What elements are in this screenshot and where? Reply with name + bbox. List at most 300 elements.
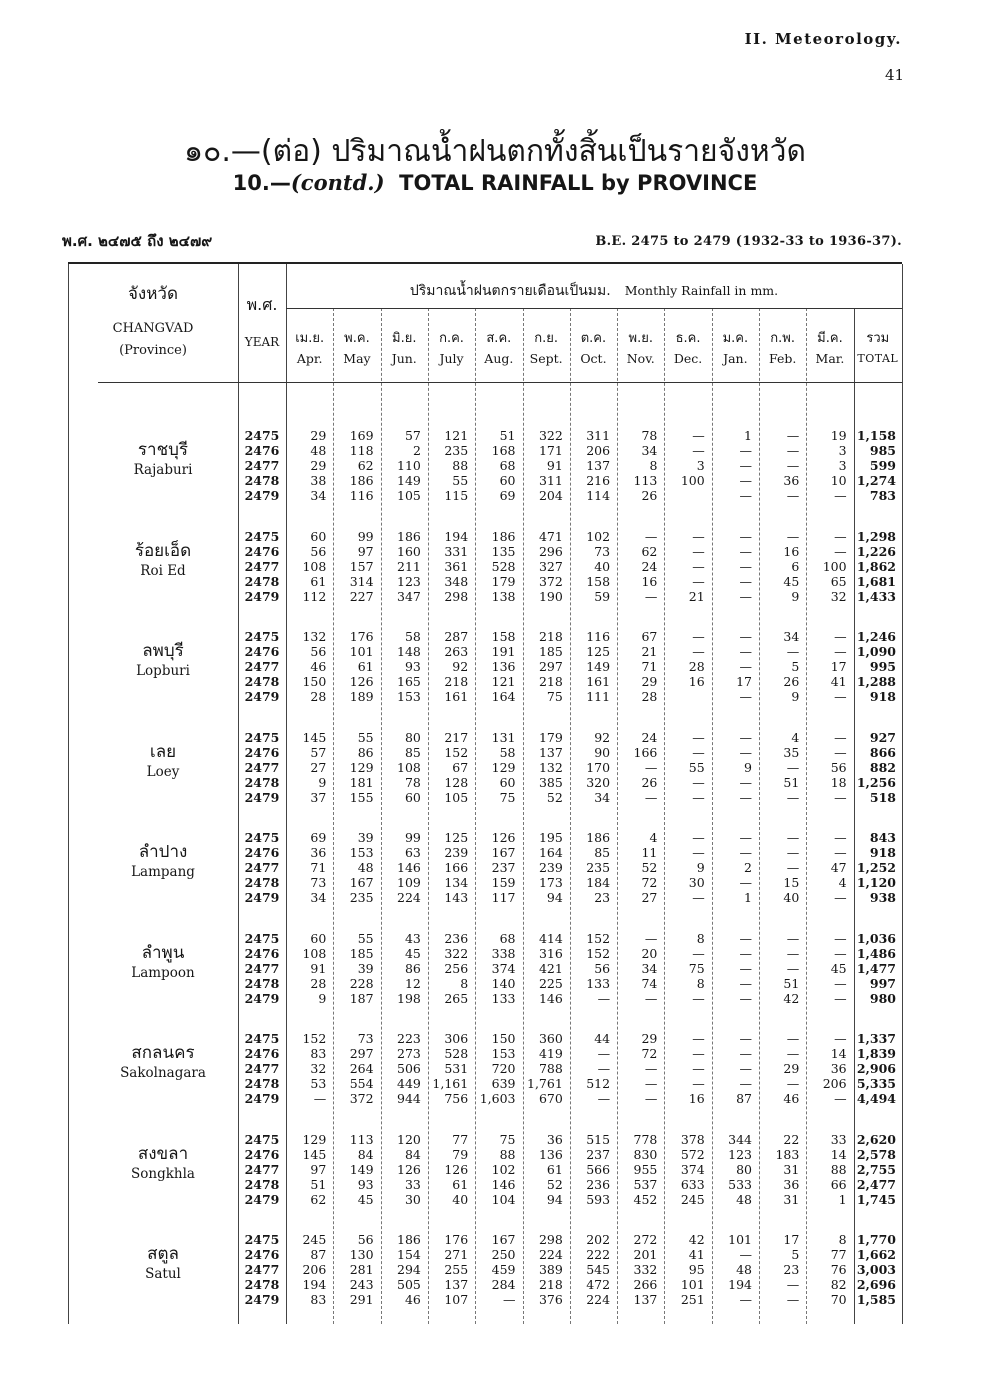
rainfall-cell: 194 (444, 528, 469, 544)
year-cell: 2478 (244, 1176, 280, 1192)
rainfall-cell: 86 (404, 960, 421, 976)
rainfall-cell: 145 (302, 1146, 327, 1162)
rainfall-cell: — (739, 558, 752, 574)
month-header-thai: ธ.ค. (675, 331, 701, 346)
rainfall-cell: 5 (791, 1247, 800, 1262)
rainfall-cell: 97 (357, 543, 374, 559)
rainfall-cell: — (786, 789, 800, 805)
rainfall-cell: 33 (830, 1131, 847, 1147)
rainfall-cell: 52 (546, 1176, 563, 1192)
province-name-thai: สตูล (147, 1244, 179, 1264)
year-cell: 2476 (244, 744, 280, 760)
rainfall-cell: 132 (302, 629, 327, 644)
rainfall-cell: — (739, 629, 752, 644)
rainfall-cell: — (597, 1091, 611, 1106)
rainfall-cell: 31 (783, 1191, 800, 1207)
total-cell: 882 (869, 759, 896, 775)
month-header-thai: ส.ค. (486, 331, 512, 346)
rainfall-cell: 185 (349, 945, 374, 961)
rainfall-cell: 201 (633, 1247, 658, 1262)
month-header-en: Nov. (626, 351, 655, 366)
rainfall-cell: 8 (460, 975, 469, 991)
rainfall-cell: 41 (830, 674, 847, 689)
month-header-en: May (343, 351, 371, 366)
rainfall-cell: 21 (688, 588, 705, 604)
rainfall-cell: 271 (444, 1247, 469, 1262)
rainfall-cell: 60 (404, 789, 421, 805)
rainfall-cell: — (786, 458, 800, 473)
rainfall-cell: 3 (696, 458, 705, 473)
rainfall-cell: 47 (830, 860, 847, 875)
year-range-thai: พ.ศ. ๒๔๗๕ ถึง ๒๔๗๙ (62, 232, 213, 250)
rainfall-cell: 115 (444, 488, 469, 503)
rainfall-cell: 237 (586, 1146, 611, 1162)
rainfall-cell: 245 (680, 1191, 705, 1207)
rainfall-cell: 87 (736, 1091, 752, 1106)
rainfall-cell: 173 (538, 875, 563, 890)
rainfall-cell: — (739, 528, 752, 544)
rainfall-cell: 146 (397, 860, 421, 875)
rainfall-cell: 51 (499, 428, 516, 443)
rainfall-cell: 34 (641, 960, 658, 976)
rainfall-cell: — (644, 789, 658, 805)
rainfall-cell: — (834, 975, 847, 991)
rainfall-cell: — (739, 1061, 752, 1076)
total-cell: 1,862 (856, 558, 896, 574)
rainfall-cell: 60 (310, 528, 327, 544)
rainfall-cell: 224 (397, 890, 421, 905)
rainfall-cell: 183 (775, 1146, 800, 1162)
year-cell: 2478 (244, 473, 280, 488)
rainfall-cell: 135 (491, 543, 516, 559)
year-cell: 2477 (244, 659, 280, 674)
rainfall-cell: 129 (349, 759, 374, 775)
rainfall-cell: 48 (736, 1191, 752, 1207)
rainfall-cell: 126 (397, 1161, 421, 1177)
rainfall-cell: 92 (594, 729, 611, 745)
rainfall-cell: 168 (491, 443, 516, 458)
rainfall-cell: 58 (404, 629, 421, 644)
rainfall-cell: 322 (444, 945, 469, 961)
rainfall-cell: 36 (783, 473, 800, 488)
rainfall-cell: 120 (397, 1131, 421, 1147)
rainfall-cell: 53 (310, 1076, 327, 1091)
rainfall-cell: 360 (538, 1031, 563, 1046)
rainfall-cell: — (692, 774, 705, 790)
rainfall-cell: 9 (318, 774, 327, 790)
table-right-border (902, 264, 903, 1324)
rainfall-cell: 8 (696, 930, 705, 946)
rainfall-cell: 46 (310, 659, 327, 674)
rainfall-cell: 146 (538, 990, 563, 1006)
rainfall-cell: 224 (586, 1292, 611, 1307)
rainfall-cell: 206 (302, 1262, 327, 1277)
rainfall-cell: 272 (633, 1232, 658, 1247)
rainfall-cell: 51 (310, 1176, 327, 1192)
rainfall-cell: 314 (349, 573, 374, 589)
year-cell: 2475 (244, 629, 280, 644)
rainfall-cell: 8 (838, 1232, 847, 1247)
rainfall-cell: 471 (538, 528, 563, 544)
rainfall-cell: 121 (444, 428, 469, 443)
rainfall-cell: 14 (830, 1046, 847, 1061)
rainfall-cell: — (739, 1247, 752, 1262)
rainfall-cell: 239 (444, 845, 469, 860)
year-cell: 2475 (244, 1031, 280, 1046)
rainfall-cell: 161 (444, 689, 469, 704)
province-name-en: Loey (146, 763, 180, 780)
rainfall-cell: 306 (444, 1031, 469, 1046)
rainfall-cell: — (692, 528, 705, 544)
rainfall-cell: — (739, 744, 752, 760)
rainfall-cell: 218 (538, 1277, 563, 1292)
rainfall-cell: 670 (538, 1091, 563, 1106)
total-cell: 1,246 (856, 629, 896, 644)
rainfall-cell: 228 (349, 975, 374, 991)
rainfall-cell: 171 (538, 443, 563, 458)
rainfall-cell: 129 (491, 759, 516, 775)
rainfall-cell: 51 (783, 975, 800, 991)
rainfall-cell: 218 (538, 629, 563, 644)
rainfall-cell: 1 (744, 890, 752, 905)
rainfall-cell: — (692, 789, 705, 805)
rainfall-cell: — (834, 644, 847, 659)
rainfall-cell: 327 (538, 558, 563, 574)
rainfall-cell: 126 (349, 674, 374, 689)
rainfall-cell: 77 (452, 1131, 469, 1147)
total-cell: 1,256 (856, 774, 896, 790)
total-cell: 4,494 (856, 1091, 896, 1106)
month-header-thai: พ.ย. (628, 331, 653, 346)
title-en-contd: (contd.) (290, 170, 385, 195)
rainfall-cell: 69 (310, 830, 327, 845)
rainfall-cell: 449 (397, 1076, 421, 1091)
rainfall-cell: 44 (594, 1031, 611, 1046)
province-name-en: Sakolnagara (120, 1065, 206, 1081)
rainfall-cell: 184 (586, 875, 611, 890)
rainfall-cell: — (834, 528, 847, 544)
province-name-thai: สกลนคร (131, 1043, 195, 1063)
rainfall-cell: 30 (404, 1191, 421, 1207)
rainfall-cell: 236 (586, 1176, 611, 1192)
rainfall-cell: 45 (783, 573, 800, 589)
rainfall-cell: 36 (546, 1131, 563, 1147)
rainfall-cell: 159 (491, 875, 516, 890)
month-header-thai: ก.ค. (439, 331, 464, 346)
rainfall-cell: 109 (397, 875, 421, 890)
rainfall-cell: 29 (310, 428, 327, 443)
rainfall-cell: 5 (791, 659, 800, 674)
rainfall-cell: 186 (397, 528, 421, 544)
rainfall-cell: 61 (546, 1161, 563, 1177)
rainfall-cell: 29 (783, 1061, 800, 1076)
rainfall-cell: — (502, 1292, 516, 1307)
rainfall-cell: 133 (491, 990, 516, 1006)
rainfall-cell: 235 (349, 890, 374, 905)
rainfall-cell: 108 (302, 558, 327, 574)
rainfall-cell: 80 (404, 729, 421, 745)
rainfall-cell: 19 (830, 428, 847, 443)
rainfall-cell: 164 (538, 845, 563, 860)
rainfall-cell: 155 (349, 789, 374, 805)
year-cell: 2478 (244, 1076, 280, 1091)
rainfall-cell: 158 (491, 629, 516, 644)
rainfall-cell: 68 (499, 930, 516, 946)
total-cell: 1,158 (856, 428, 896, 443)
total-cell: 1,298 (856, 528, 896, 544)
province-header-thai: จังหวัด (127, 284, 179, 304)
month-header-thai: ก.ย. (534, 331, 559, 346)
total-cell: 2,696 (856, 1277, 896, 1292)
rainfall-cell: — (739, 1076, 752, 1091)
rainfall-cell: 149 (586, 659, 611, 674)
rainfall-cell: — (786, 830, 800, 845)
rainfall-cell: 45 (357, 1191, 374, 1207)
rainfall-cell: 93 (357, 1176, 374, 1192)
rainfall-cell: 55 (452, 473, 469, 488)
rainfall-cell: 126 (491, 830, 516, 845)
rainfall-cell: — (786, 1046, 800, 1061)
rainfall-cell: 26 (641, 488, 658, 503)
rainfall-cell: 57 (310, 744, 327, 760)
rainfall-cell: 58 (499, 744, 516, 760)
rainfall-cell: 78 (404, 774, 421, 790)
rainfall-cell: 830 (633, 1146, 658, 1162)
rainfall-cell: 284 (491, 1277, 516, 1292)
rainfall-cell: 189 (349, 689, 374, 704)
rainfall-cell: 56 (830, 759, 847, 775)
total-cell: 866 (869, 744, 896, 760)
rainfall-cell: 39 (357, 960, 374, 976)
month-header-en: Dec. (673, 351, 703, 366)
total-cell: 1,839 (856, 1046, 896, 1061)
month-header-thai: มี.ค. (817, 331, 843, 346)
rainfall-cell: 75 (546, 689, 563, 704)
rainfall-cell: 60 (310, 930, 327, 946)
rainfall-cell: 225 (538, 975, 563, 991)
rainfall-cell: 38 (310, 473, 327, 488)
rainfall-cell: — (692, 573, 705, 589)
rainfall-cell: 56 (594, 960, 611, 976)
rainfall-cell: 537 (633, 1176, 658, 1192)
total-cell: 5,335 (856, 1076, 896, 1091)
rainfall-cell: 298 (538, 1232, 563, 1247)
rainfall-cell: 152 (586, 930, 611, 946)
rainfall-cell: 55 (357, 930, 374, 946)
rainfall-cell: — (834, 744, 847, 760)
rainfall-cell: 206 (822, 1076, 847, 1091)
rainfall-cell: 52 (641, 860, 658, 875)
rainfall-cell: 88 (830, 1161, 847, 1177)
year-cell: 2476 (244, 845, 280, 860)
rainfall-cell: 39 (357, 830, 374, 845)
rainfall-cell: 62 (641, 543, 658, 559)
rainfall-cell: 18 (830, 774, 847, 790)
rainfall-cell: 137 (444, 1277, 469, 1292)
total-cell: 995 (869, 659, 896, 674)
month-header-en: Aug. (484, 351, 514, 366)
rainfall-cell: 67 (452, 759, 469, 775)
total-cell: 599 (869, 458, 896, 473)
rainfall-cell: — (834, 990, 847, 1006)
rainfall-cell: 100 (822, 558, 847, 574)
rainfall-cell: 56 (310, 644, 327, 659)
year-cell: 2477 (244, 1061, 280, 1076)
rainfall-cell: — (739, 488, 752, 503)
total-cell: 985 (869, 443, 896, 458)
total-cell: 1,770 (856, 1232, 896, 1247)
rainfall-cell: 80 (736, 1161, 752, 1177)
rainfall-cell: — (739, 729, 752, 745)
rainfall-cell: 194 (302, 1277, 327, 1292)
rainfall-cell: 65 (830, 573, 847, 589)
rainfall-cell: 140 (491, 975, 516, 991)
rainfall-cell: — (834, 845, 847, 860)
monthly-header-en: Monthly Rainfall in mm. (624, 283, 779, 298)
rainfall-cell: 132 (538, 759, 563, 775)
rainfall-cell: 344 (728, 1131, 752, 1147)
total-cell: 1,433 (856, 588, 896, 604)
month-header-thai: ก.พ. (770, 331, 795, 346)
rainfall-cell: — (786, 860, 800, 875)
rainfall-cell: 136 (491, 659, 516, 674)
rainfall-cell: 34 (783, 629, 800, 644)
rainfall-cell: 211 (397, 558, 421, 574)
rainfall-cell: 22 (783, 1131, 800, 1147)
rainfall-cell: 419 (538, 1046, 563, 1061)
rainfall-cell: — (834, 789, 847, 805)
rainfall-cell: 20 (641, 945, 658, 961)
rainfall-cell: 204 (538, 488, 563, 503)
province-name-thai: ลำพูน (141, 942, 185, 963)
year-cell: 2476 (244, 644, 280, 659)
rainfall-cell: 176 (444, 1232, 469, 1247)
year-header-thai: พ.ศ. (246, 295, 278, 314)
rainfall-cell: 194 (728, 1277, 752, 1292)
rainfall-cell: 16 (641, 573, 658, 589)
rainfall-cell: — (834, 1091, 847, 1106)
rainfall-cell: 90 (594, 744, 611, 760)
rainfall-cell: 34 (594, 789, 611, 805)
rainfall-cell: — (786, 488, 800, 503)
rainfall-cell: 101 (728, 1232, 752, 1247)
rainfall-cell: 195 (538, 830, 563, 845)
rainfall-cell: 116 (586, 629, 611, 644)
rainfall-cell: 94 (546, 890, 563, 905)
rainfall-cell: — (786, 528, 800, 544)
rainfall-cell: 720 (491, 1061, 516, 1076)
rainfall-cell: 161 (586, 674, 611, 689)
rainfall-cell: 153 (397, 689, 421, 704)
rainfall-cell: 179 (538, 729, 563, 745)
rainfall-cell: 1,603 (479, 1091, 516, 1106)
rainfall-cell: 24 (641, 729, 658, 745)
rainfall-cell: 788 (538, 1061, 563, 1076)
rainfall-cell: 117 (491, 890, 516, 905)
rainfall-cell: 281 (349, 1262, 374, 1277)
rainfall-cell: 63 (404, 845, 421, 860)
rainfall-cell: 572 (680, 1146, 705, 1162)
rainfall-cell: 186 (349, 473, 374, 488)
month-header-thai: ต.ค. (580, 331, 607, 346)
rainfall-cell: 83 (310, 1292, 327, 1307)
rainfall-cell: 528 (444, 1046, 469, 1061)
rainfall-cell: 85 (404, 744, 421, 760)
rainfall-cell: 11 (641, 845, 658, 860)
rainfall-cell: 1 (838, 1191, 847, 1207)
rainfall-cell: 121 (491, 674, 516, 689)
rainfall-cell: 332 (633, 1262, 658, 1277)
rainfall-cell: 566 (586, 1161, 611, 1177)
rainfall-cell: — (692, 729, 705, 745)
rainfall-cell: 190 (538, 588, 563, 604)
rainfall-cell: 113 (349, 1131, 374, 1147)
rainfall-cell: 157 (349, 558, 374, 574)
rainfall-cell: 167 (349, 875, 374, 890)
rainfall-cell: 84 (404, 1146, 421, 1162)
rainfall-cell: 48 (310, 443, 327, 458)
rainfall-cell: 46 (783, 1091, 800, 1106)
rainfall-cell: 533 (728, 1176, 752, 1192)
rainfall-cell: — (692, 558, 705, 574)
rainfall-cell: — (739, 473, 752, 488)
rainfall-cell: 62 (310, 1191, 327, 1207)
rainfall-cell: 389 (538, 1262, 563, 1277)
rainfall-cell: 73 (310, 875, 327, 890)
rainfall-cell: 35 (783, 744, 800, 760)
rainfall-cell: 506 (397, 1061, 421, 1076)
total-cell: 1,681 (856, 573, 896, 589)
total-cell: 843 (869, 830, 896, 845)
rainfall-cell: — (739, 1292, 752, 1307)
rainfall-cell: — (739, 1046, 752, 1061)
rainfall-cell: 28 (310, 975, 327, 991)
rainfall-cell: 10 (830, 473, 847, 488)
rainfall-cell: 57 (404, 428, 421, 443)
rainfall-cell: 263 (444, 644, 469, 659)
rainfall-cell: 152 (444, 744, 469, 760)
rainfall-cell: 414 (538, 930, 563, 946)
rainfall-cell: 46 (404, 1292, 421, 1307)
rainfall-cell: 15 (783, 875, 800, 890)
rainfall-cell: 236 (444, 930, 469, 946)
rainfall-cell: 88 (499, 1146, 516, 1162)
rainfall-cell: — (786, 1076, 800, 1091)
rainfall-cell: 36 (783, 1176, 800, 1192)
rainfall-cell: 143 (444, 890, 469, 905)
rainfall-cell: 287 (444, 629, 469, 644)
rainfall-cell: 48 (736, 1262, 752, 1277)
rainfall-cell: 129 (302, 1131, 327, 1147)
rainfall-cell: — (739, 930, 752, 946)
total-cell: 927 (869, 729, 896, 745)
year-cell: 2475 (244, 930, 280, 946)
rainfall-cell: 146 (491, 1176, 516, 1192)
rainfall-cell: 235 (586, 860, 611, 875)
rainfall-cell: 378 (680, 1131, 705, 1147)
month-header-thai: ม.ค. (722, 331, 749, 346)
rainfall-cell: 56 (310, 543, 327, 559)
rainfall-cell: — (739, 588, 752, 604)
rainfall-cell: 186 (491, 528, 516, 544)
rainfall-cell: 87 (310, 1247, 327, 1262)
rainfall-cell: 778 (633, 1131, 658, 1147)
province-name-en: Lampoon (131, 964, 195, 981)
rainfall-cell: 955 (633, 1161, 658, 1177)
year-cell: 2477 (244, 458, 280, 473)
rainfall-cell: 133 (586, 975, 611, 991)
rainfall-cell: — (786, 1031, 800, 1046)
